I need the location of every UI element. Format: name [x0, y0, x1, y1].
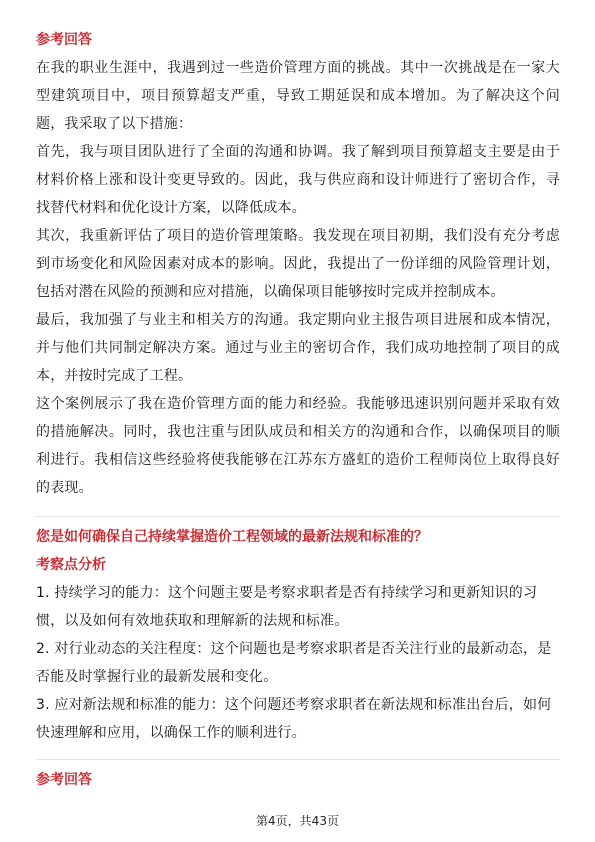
analysis-item-2: 2. 对行业动态的关注程度：这个问题也是考察求职者是否关注行业的最新动态，是否能及时掌握行业的最新发展和变化。 [36, 641, 552, 685]
answer-paragraph-second: 其次，我重新评估了项目的造价管理策略。我发现在项目初期，我们没有充分考虑到市场变化和风险因素对成本的影响。因此，我提出了一份详细的风险管理计划，包括对潜在风险的预测和应对措施，以确保项目能够按时完成并控制成本。 [36, 228, 560, 300]
analysis-item-1: 1. 持续学习的能力：这个问题主要是考察求职者是否有持续学习和更新知识的习惯，以及如何有效地获取和理解新的法规和标准。 [36, 585, 538, 629]
reference-answer-heading: 参考回答 [36, 32, 92, 48]
reference-answer-heading-2: 参考回答 [36, 772, 92, 788]
answer-paragraph-first: 首先，我与项目团队进行了全面的沟通和协调。我了解到项目预算超支主要是由于材料价格上涨和设计变更导致的。因此，我与供应商和设计师进行了密切合作，寻找替代材料和优化设计方案，以降低成本。 [36, 144, 560, 216]
page-number: 第4页，共43页 [256, 814, 339, 828]
interview-question: 您是如何确保自己持续掌握造价工程领域的最新法规和标准的？ [36, 529, 428, 545]
section-divider-2 [36, 759, 560, 760]
analysis-heading: 考察点分析 [36, 557, 106, 573]
answer-paragraph-intro: 在我的职业生涯中，我遇到过一些造价管理方面的挑战。其中一次挑战是在一家大型建筑项目中，项目预算超支严重，导致工期延误和成本增加。为了解决这个问题，我采取了以下措施： [36, 60, 560, 132]
analysis-item-3: 3. 应对新法规和标准的能力：这个问题还考察求职者在新法规和标准出台后，如何快速理解和应用，以确保工作的顺利进行。 [36, 697, 552, 741]
document-page [36, 30, 560, 794]
answer-paragraph-last: 最后，我加强了与业主和相关方的沟通。我定期向业主报告项目进展和成本情况，并与他们共同制定解决方案。通过与业主的密切合作，我们成功地控制了项目的成本，并按时完成了工程。 [36, 312, 560, 384]
answer-paragraph-summary: 这个案例展示了我在造价管理方面的能力和经验。我能够迅速识别问题并采取有效的措施解决。同时，我也注重与团队成员和相关方的沟通和合作，以确保项目的顺利进行。我相信这些经验将使我能够在江苏东方盛虹的造价工程师岗位上取得良好的表现。 [36, 396, 560, 496]
section-divider [36, 516, 560, 517]
